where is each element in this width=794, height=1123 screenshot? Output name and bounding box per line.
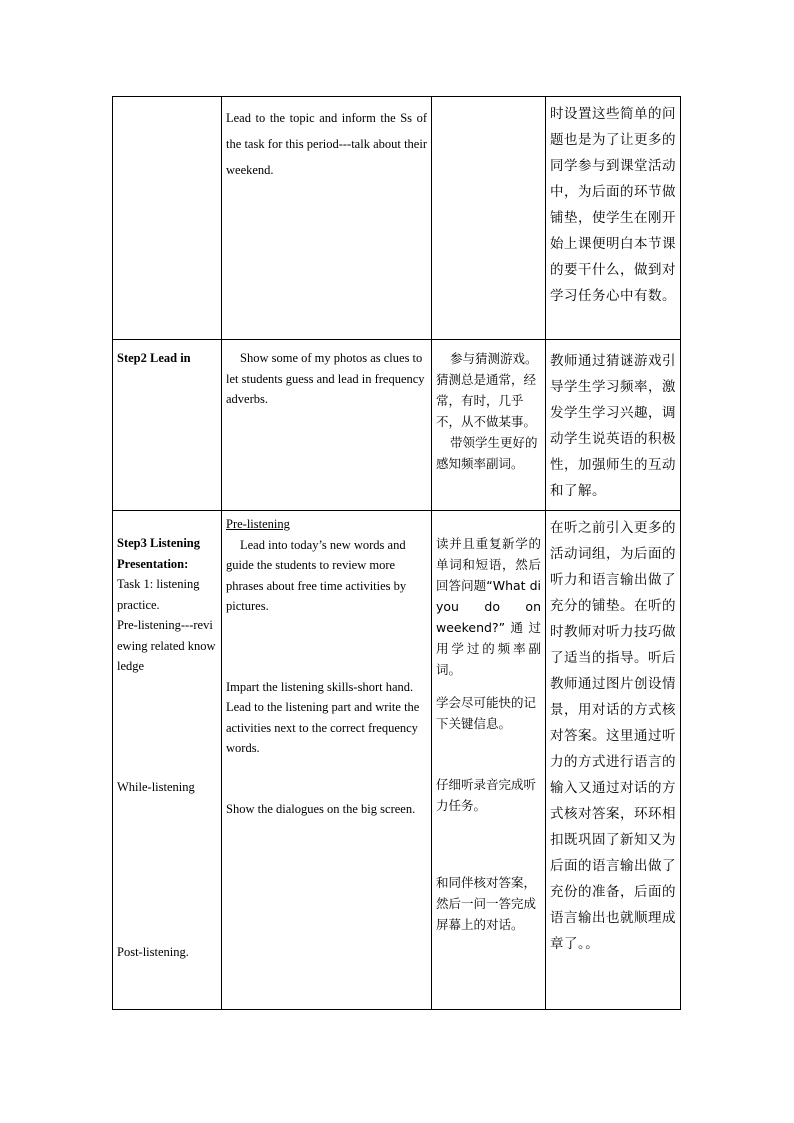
table-row (113, 511, 681, 1010)
teacher-activity-text: Lead into today’s new words and guide the students to review more phrases about free time activities by pictures. (226, 537, 407, 613)
step-title: Step2 Lead in (117, 351, 191, 365)
step-title: Step3 Listening Presentation: (117, 536, 201, 571)
step-cell (113, 340, 222, 511)
purpose-cell (546, 97, 681, 340)
student-activity-cell (432, 511, 546, 1010)
lesson-plan-table (112, 96, 681, 1010)
table-row (113, 340, 681, 511)
pre-listening-heading: Pre-listening (226, 517, 290, 531)
purpose-cell (546, 340, 681, 511)
student-activity-text: 和同伴核对答案，然后一问一答完成屏幕上的对话。 (436, 875, 537, 932)
while-listening-label: While-listening (117, 779, 195, 794)
purpose-cell (546, 511, 681, 1010)
purpose-text: 时设置这些简单的问题也是为了让更多的同学参与到课堂活动中，为后面的环节做铺垫，使学生在刚开始上课便明白本节课的要干什么，做到对学习任务心中有数。 (550, 106, 676, 304)
teacher-activity-cell (222, 511, 432, 1010)
pre-listening-label: Pre-listening---reviewing related knowledge (117, 618, 216, 673)
teacher-activity-cell (222, 97, 432, 340)
student-activity-text: 学会尽可能快的记下关键信息。 (436, 695, 537, 731)
purpose-text: 在听之前引入更多的活动词组，为后面的听力和语言输出做了充分的铺垫。在听的时教师对听力技巧做了适当的指导。听后教师通过图片创设情景，用对话的方式核对答案。这里通过听力的方式进行语言的输入又通过对话的方式核对答案，环环相扣既巩固了新知又为后面的语言输出做了充份的准备，后面的语言输出也就顺理成章了。。 (550, 520, 676, 952)
teacher-activity-text: Impart the listening skills-short hand. Lead to the listening part and write the activities next to the correct frequency words. (226, 679, 420, 755)
task-label: Task 1: listening practice. (117, 577, 200, 612)
teacher-activity-text: Show the dialogues on the big screen. (226, 801, 416, 816)
post-listening-label: Post-listening. (117, 945, 189, 959)
student-activity-text: 参与猜测游戏。猜测总是通常，经常，有时，几乎不，从不做某事。 (436, 351, 538, 429)
student-activity-cell (432, 97, 546, 340)
purpose-text: 教师通过猜谜游戏引导学生学习频率，激发学生学习兴趣，调动学生说英语的积极性，加强师生的互动和了解。 (550, 353, 676, 499)
teacher-activity-text: Show some of my photos as clues to let students guess and lead in frequency adverbs. (226, 351, 425, 406)
teacher-activity-cell (222, 340, 432, 511)
step-cell (113, 97, 222, 340)
step-cell (113, 511, 222, 1010)
student-activity-text: 仔细听录音完成听力任务。 (436, 777, 537, 813)
table-row (113, 97, 681, 340)
student-activity-text: 读并且重复新学的单词和短语，然后回答问题“What di you do on weekend?”通过用学过的频率副词。 (436, 536, 541, 677)
teacher-activity-text: Lead to the topic and inform the Ss of the task for this period---talk about their weekend. (226, 111, 427, 177)
student-activity-text: 带领学生更好的感知频率副词。 (436, 435, 538, 471)
student-activity-cell (432, 340, 546, 511)
